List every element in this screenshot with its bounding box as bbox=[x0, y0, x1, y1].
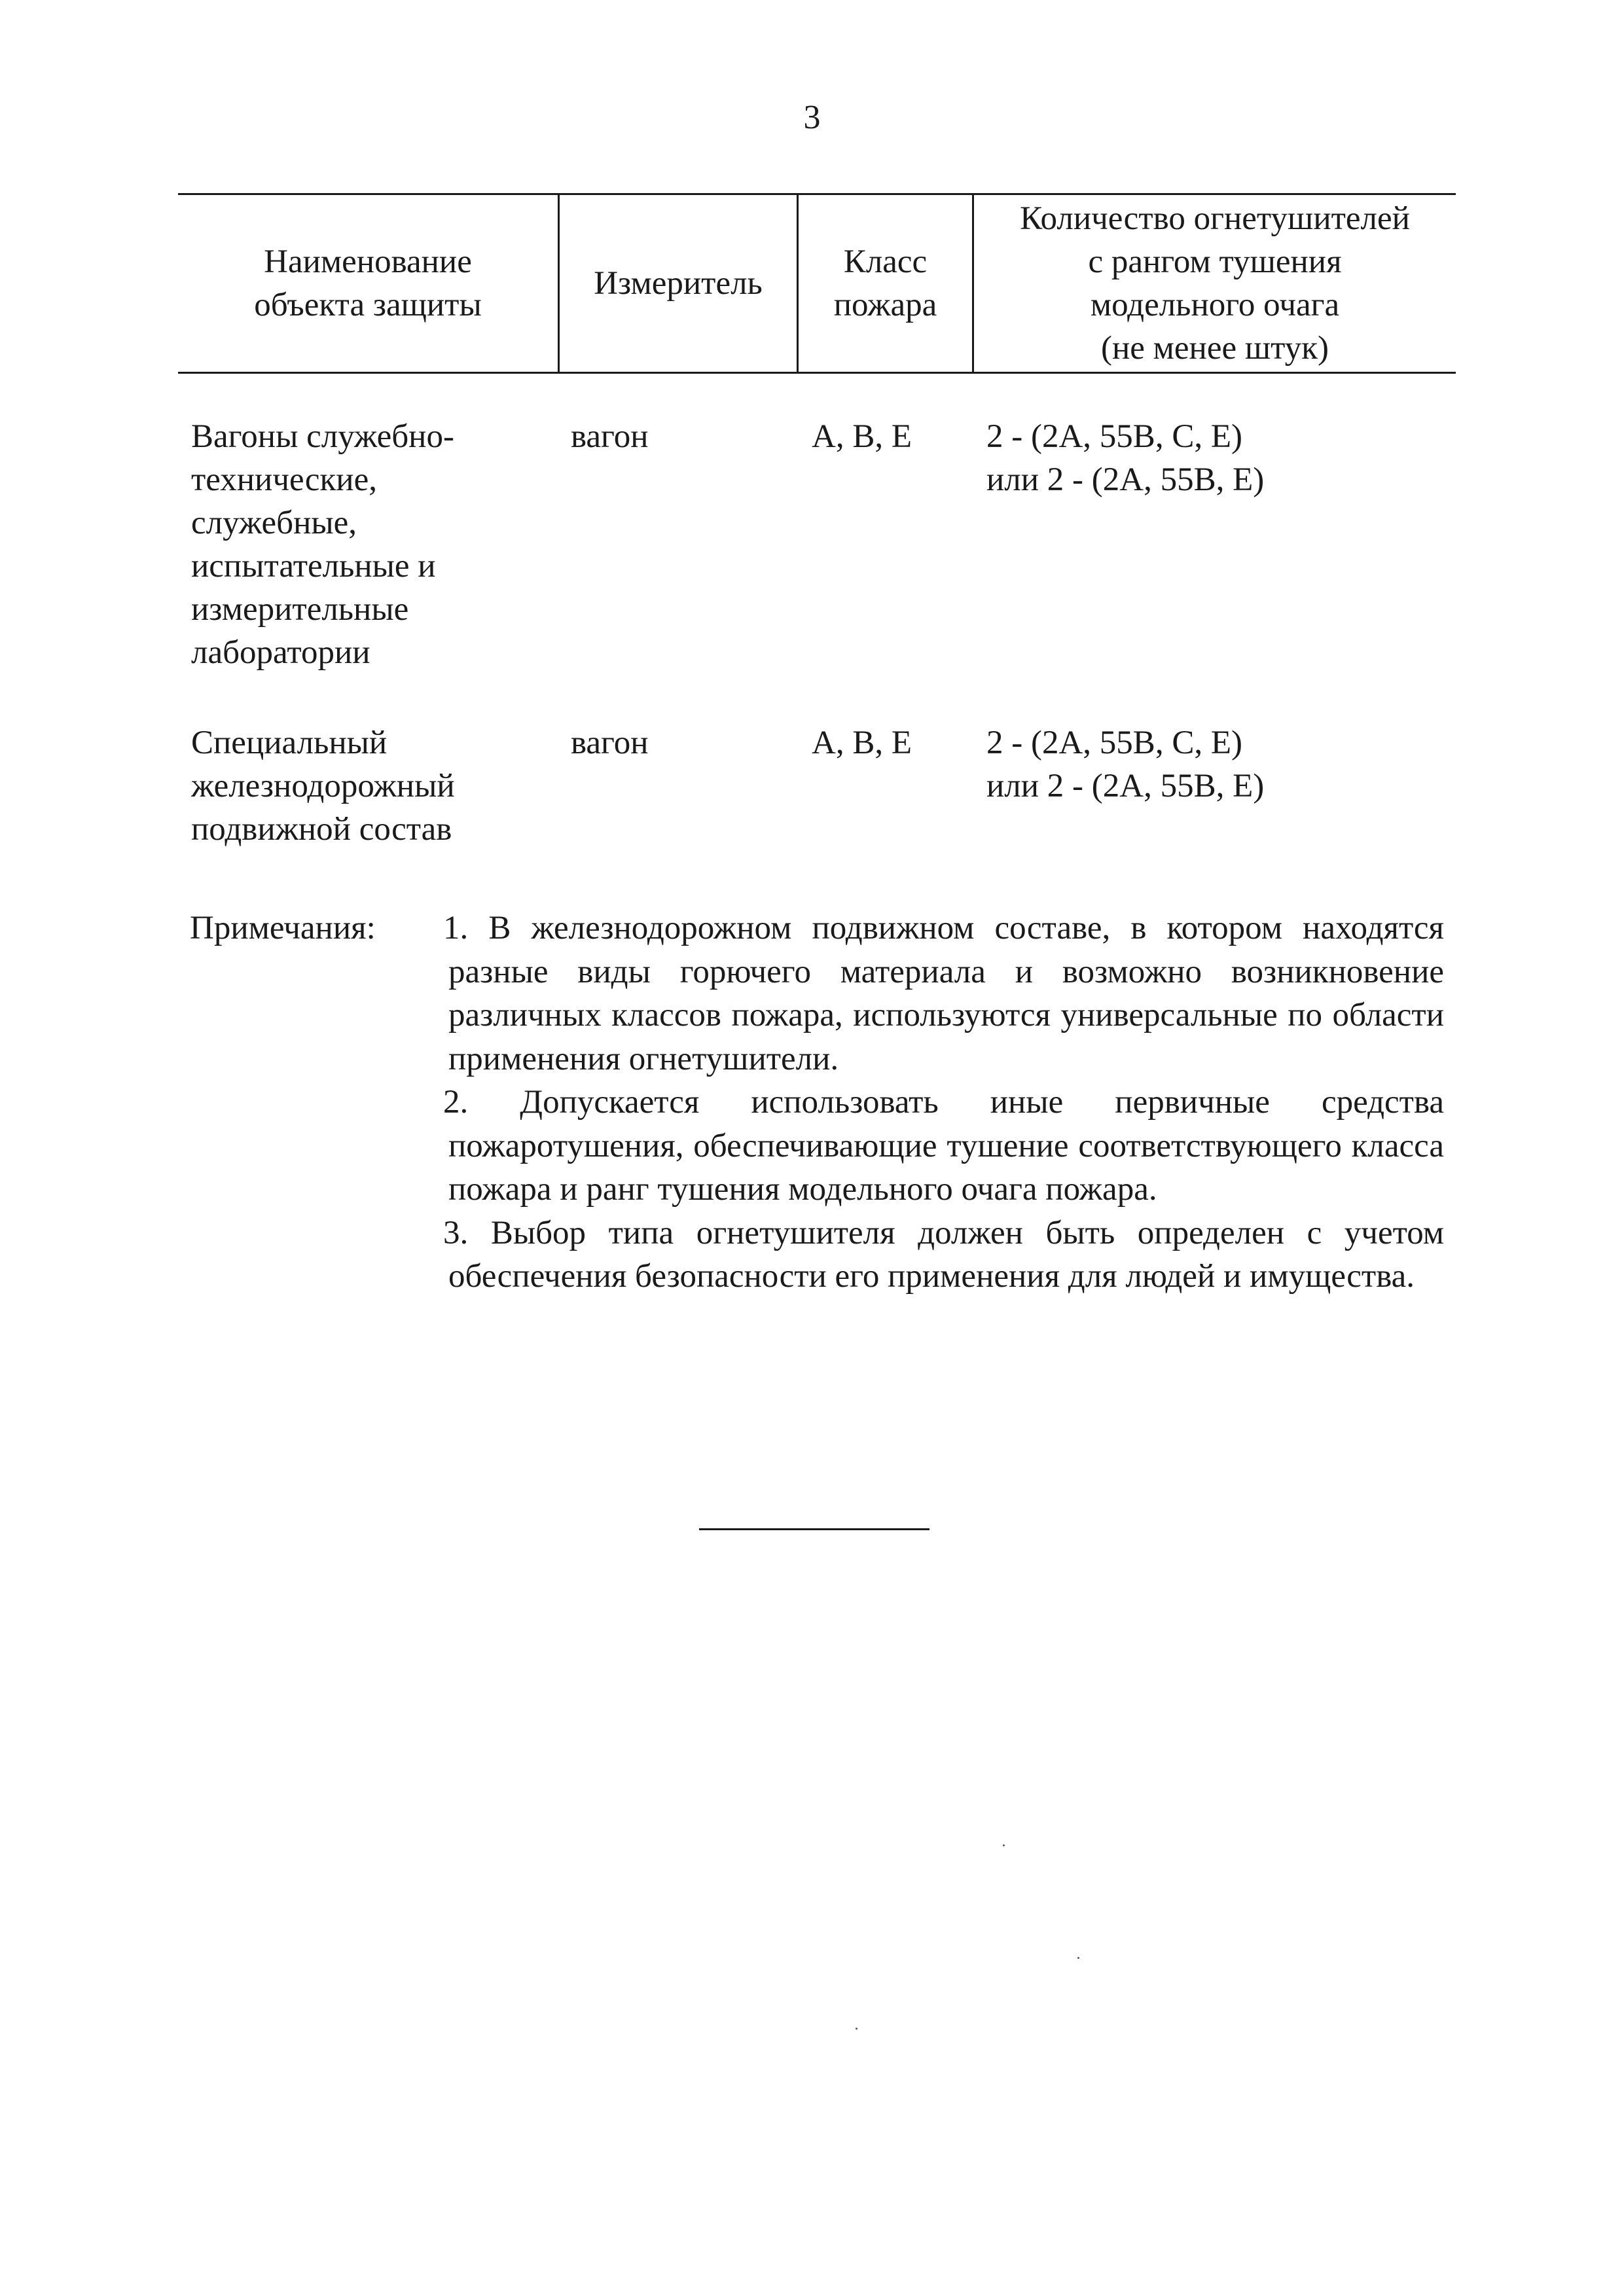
header-object-name bbox=[178, 195, 558, 372]
scan-speck bbox=[1077, 1957, 1079, 1959]
note-item: 1. В железнодорожном подвижном составе, в котором находятся разные виды горючего материала и возможно возникновение различных классов пожара, используются универсальные по области применения огнетушители. bbox=[443, 910, 1444, 1077]
scan-speck bbox=[1003, 1844, 1005, 1846]
header-fire-class-text: Класс пожара bbox=[833, 243, 937, 323]
extinguisher-table bbox=[178, 193, 1456, 374]
cell-fire-class: А, В, Е bbox=[812, 418, 912, 455]
note-item: 3. Выбор типа огнетушителя должен быть определен с учетом обеспечения безопасности его применения для людей и имущества. bbox=[443, 1214, 1444, 1295]
header-quantity bbox=[972, 195, 1456, 372]
cell-object-name: Вагоны служебно- технические, служебные, испытательные и измерительные лаборатории bbox=[191, 418, 454, 671]
scan-speck bbox=[856, 2028, 857, 2030]
header-fire-class bbox=[797, 195, 972, 372]
cell-unit: вагон bbox=[571, 725, 649, 761]
notes-label: Примечания: bbox=[190, 910, 376, 946]
cell-fire-class: А, В, Е bbox=[812, 725, 912, 761]
header-unit-text: Измеритель bbox=[594, 265, 763, 302]
note-item: 2. Допускается использовать иные первичные средства пожаротушения, обеспечивающие тушение соответствующего класса пожара и ранг тушения модельного очага пожара. bbox=[443, 1084, 1444, 1208]
page-number: 3 bbox=[803, 99, 821, 136]
end-of-document-rule bbox=[699, 1528, 929, 1530]
notes-list bbox=[443, 906, 1444, 1299]
cell-unit: вагон bbox=[571, 418, 649, 455]
cell-quantity: 2 - (2А, 55В, С, Е) или 2 - (2А, 55В, Е) bbox=[986, 418, 1265, 498]
cell-quantity: 2 - (2А, 55В, С, Е) или 2 - (2А, 55В, Е) bbox=[986, 725, 1265, 804]
cell-object-name: Специальный железнодорожный подвижной состав bbox=[191, 725, 455, 848]
table-header bbox=[178, 193, 1456, 374]
header-quantity-text: Количество огнетушителей с рангом тушения модельного очага (не менее штук) bbox=[1020, 200, 1410, 367]
header-object-name-text: Наименование объекта защиты bbox=[254, 243, 482, 323]
header-unit bbox=[558, 195, 797, 372]
